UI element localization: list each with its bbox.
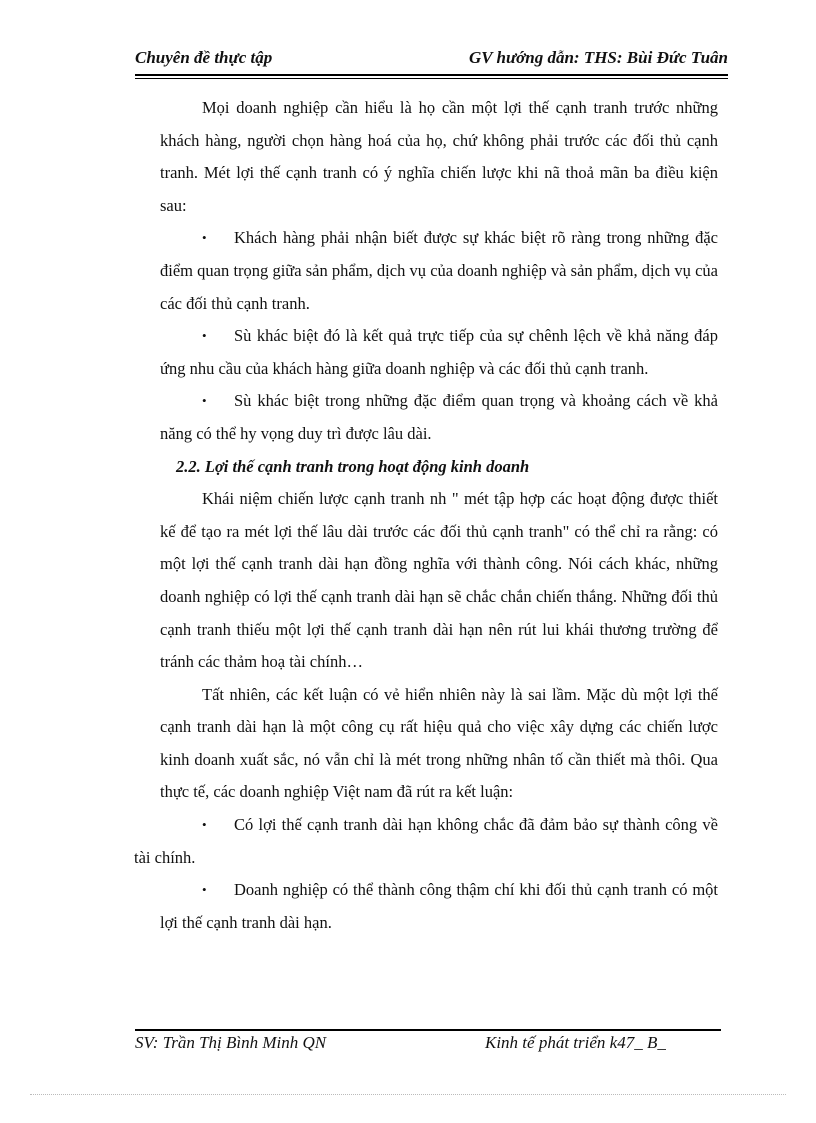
bullet-item (134, 809, 718, 874)
header-rule-thin (135, 78, 728, 79)
footer-rule (135, 1029, 721, 1031)
bullet-item (160, 385, 718, 450)
bullet-text: Có lợi thế cạnh tranh dài hạn không chắc đã đảm bảo sự thành công về tài chính. (134, 815, 718, 867)
bullet-item (160, 320, 718, 385)
section-heading: 2.2. Lợi thế cạnh tranh trong hoạt động kinh doanh (176, 456, 530, 476)
bullet-text: Khách hàng phải nhận biết được sự khác biệt rõ ràng trong những đặc điểm quan trọng giữa sản phẩm, dịch vụ của doanh nghiệp và sản phẩm, dịch vụ của các đối thủ cạnh tranh. (160, 228, 718, 313)
bullet-text: Sù khác biệt đó là kết quả trực tiếp của sự chênh lệch về khả năng đáp ứng nhu cầu của khách hàng giữa doanh nghiệp và các đối thủ cạnh tranh. (160, 326, 718, 378)
header-advisor: GV hướng dẫn: THS: Bùi Đức Tuân (468, 48, 728, 67)
page-header (135, 48, 728, 74)
bullet-item (160, 874, 718, 939)
paragraph-strategy: Khái niệm chiến lược cạnh tranh nh " mét tập hợp các hoạt động được thiết kế để tạo ra mét lợi thế lâu dài trước các đối thủ cạnh tranh" có thể chỉ ra rằng: có một lợi thế cạnh tranh dài hạn đồng nghĩa với thành công. Nói cách khác, những doanh nghiệp có lợi thế cạnh tranh dài hạn sẽ chắc chắn chiến thắng. Những đối thủ cạnh tranh thiếu một lợi thế cạnh tranh dài hạn nên rút lui khái thương trường để tránh các thảm hoạ tài chính… (160, 489, 718, 672)
page-edge-dotted-line (30, 1094, 786, 1095)
bullet-icon: • (202, 882, 207, 898)
footer-student: SV: Trần Thị Bình Minh QN (135, 1033, 327, 1052)
paragraph-intro: Mọi doanh nghiệp cần hiểu là họ cần một lợi thế cạnh tranh trước những khách hàng, người chọn hàng hoá của họ, chứ không phải trước các đối thủ cạnh tranh. Mét lợi thế cạnh tranh có ý nghĩa chiến lược khi nã thoả mãn ba điều kiện sau: (160, 98, 718, 215)
paragraph-conclusion: Tất nhiên, các kết luận có vẻ hiển nhiên này là sai lầm. Mặc dù một lợi thế cạnh tranh dài hạn là một công cụ rất hiệu quả cho việc xây dựng các chiến lược kinh doanh xuất sắc, nó vẫn chỉ là mét trong những nhân tố cần thiết mà thôi. Qua thực tế, các doanh nghiệp Việt nam đã rút ra kết luận: (160, 684, 718, 802)
footer-class: Kinh tế phát triển k47_ B_ (485, 1033, 666, 1052)
bullet-icon: • (202, 817, 207, 833)
bullet-text: Doanh nghiệp có thể thành công thậm chí khi đối thủ cạnh tranh có một lợi thế cạnh tranh dài hạn. (160, 880, 718, 932)
bullet-text: Sù khác biệt trong những đặc điểm quan trọng và khoảng cách về khả năng có thể hy vọng duy trì được lâu dài. (160, 391, 718, 443)
bullet-icon: • (202, 393, 207, 409)
bullet-item (160, 222, 718, 320)
header-course-title: Chuyên đề thực tập (135, 48, 273, 67)
document-body (134, 92, 718, 939)
header-rule-thick (135, 74, 728, 76)
bullet-icon: • (202, 230, 207, 246)
bullet-icon: • (202, 328, 207, 344)
